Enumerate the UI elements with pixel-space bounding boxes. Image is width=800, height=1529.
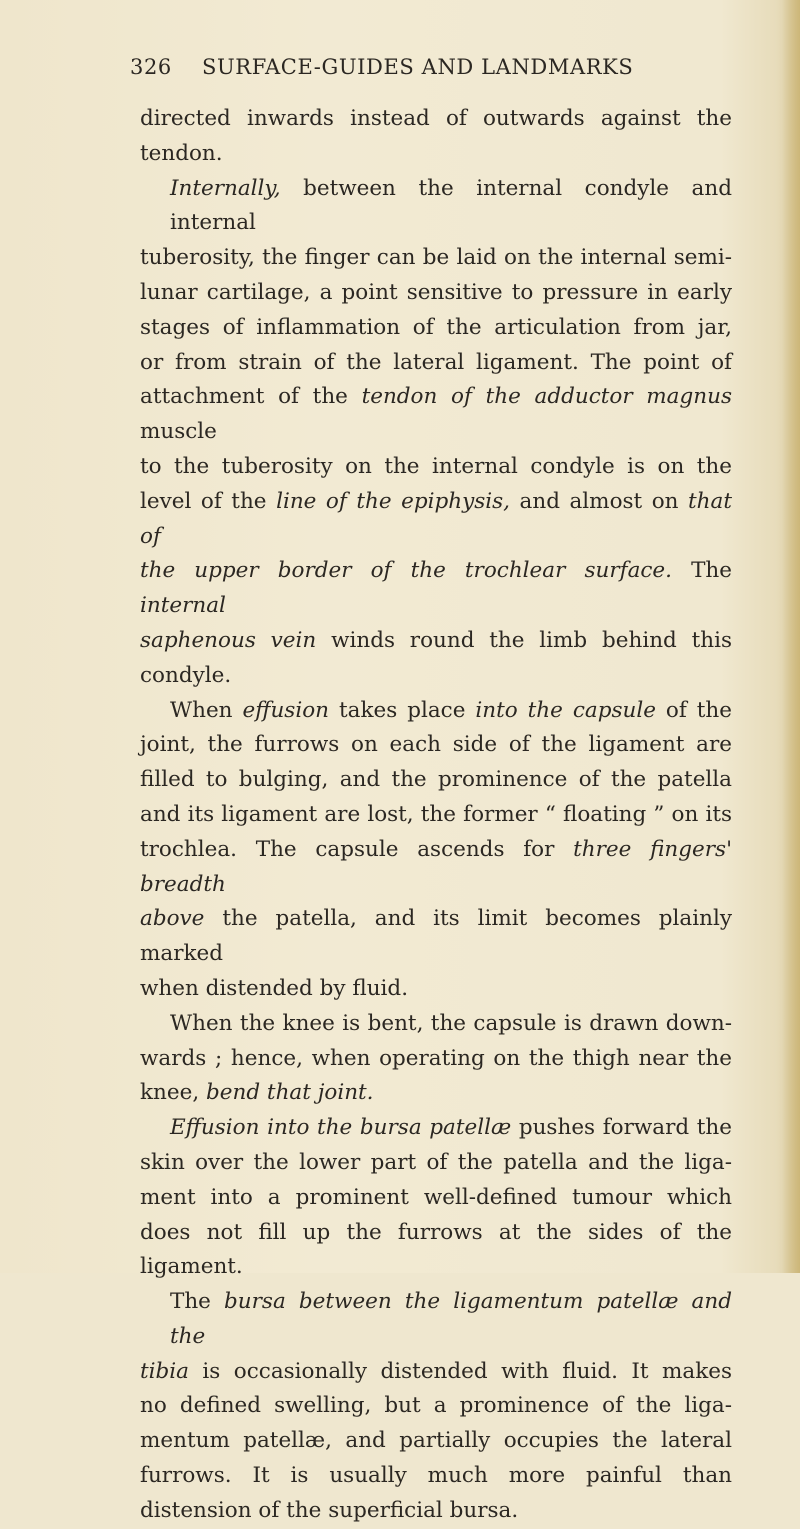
body-text xyxy=(140,102,732,1529)
italic-phrase: bursa between the ligamentum patellæ and the xyxy=(170,1289,732,1349)
italic-phrase: tibia xyxy=(140,1358,189,1384)
text-line xyxy=(140,902,732,972)
text-line: distension of the superficial bursa. xyxy=(140,1497,519,1523)
text-line: tuberosity, the finger can be laid on the internal semi- xyxy=(140,245,732,271)
text-run: winds round the limb behind this condyle. xyxy=(140,627,733,688)
text-line xyxy=(140,172,732,242)
italic-phrase: line of the epiphysis, xyxy=(276,488,510,514)
text-line xyxy=(140,694,732,729)
text-run: knee, xyxy=(140,1080,206,1106)
text-run: trochlea. The capsule ascends for xyxy=(140,836,574,862)
text-run: level of the xyxy=(140,488,277,514)
text-line: does not fill up the furrows at the sides of the ligament. xyxy=(140,1219,732,1280)
text-line: directed inwards instead of outwards against the xyxy=(140,106,732,131)
italic-phrase: internal xyxy=(140,593,226,619)
page-edge-shading xyxy=(782,0,800,1273)
text-run: pushes forward the xyxy=(511,1115,732,1141)
text-line xyxy=(140,624,732,694)
text-run: between the internal condyle and internal xyxy=(170,175,732,236)
text-run: takes place xyxy=(329,697,476,723)
text-line xyxy=(140,1111,732,1146)
text-run: of the xyxy=(655,697,733,723)
italic-phrase: effusion xyxy=(242,697,330,723)
text-line xyxy=(140,554,732,624)
italic-phrase: three fingers' breadth xyxy=(140,836,732,897)
italic-phrase: Internally, xyxy=(170,175,281,201)
text-run: muscle xyxy=(140,419,217,445)
text-run: When xyxy=(170,697,243,723)
running-title: SURFACE-GUIDES AND LANDMARKS xyxy=(202,55,634,79)
text-line xyxy=(140,1285,732,1355)
text-line: when distended by fluid. xyxy=(140,975,409,1001)
text-line: or from strain of the lateral ligament. The point of xyxy=(140,349,732,375)
text-line: filled to bulging, and the prominence of the patella xyxy=(140,767,732,793)
text-line: skin over the lower part of the patella and the liga- xyxy=(140,1149,732,1175)
italic-phrase: tendon of the adductor magnus xyxy=(361,384,732,410)
page-number: 326 xyxy=(130,55,172,79)
italic-phrase: that of xyxy=(140,488,732,549)
text-line xyxy=(140,380,732,450)
text-line xyxy=(140,833,732,903)
text-line: no defined swelling, but a prominence of the liga- xyxy=(140,1393,732,1419)
text-line: wards ; hence, when operating on the thigh near the xyxy=(140,1045,732,1071)
text-run: the patella, and its limit becomes plainly marked xyxy=(140,906,732,967)
italic-phrase: above xyxy=(140,906,205,932)
italic-phrase: bend that joint. xyxy=(206,1080,374,1106)
text-line: to the tuberosity on the internal condyle is on the xyxy=(140,453,732,479)
text-line: lunar cartilage, a point sensitive to pressure in early xyxy=(140,279,732,305)
text-line: furrows. It is usually much more painful than xyxy=(140,1463,732,1489)
text-run: and almost on xyxy=(510,488,689,514)
text-line: stages of inflammation of the articulation from jar, xyxy=(140,314,732,340)
italic-phrase: Effusion into the bursa patellæ xyxy=(170,1115,512,1141)
text-line: tendon. xyxy=(140,140,223,166)
text-line: When the knee is bent, the capsule is drawn down- xyxy=(170,1010,732,1036)
text-line: ment into a prominent well-defined tumour which xyxy=(140,1184,732,1210)
text-run: The xyxy=(170,1289,225,1315)
text-run: attachment of the xyxy=(140,384,362,410)
text-line: and its ligament are lost, the former “ floating ” on its xyxy=(140,801,732,827)
text-line xyxy=(140,1355,732,1390)
italic-phrase: saphenous vein xyxy=(140,627,317,653)
text-run: is occasionally distended with fluid. It makes xyxy=(188,1358,732,1384)
text-line xyxy=(140,1076,732,1111)
text-line xyxy=(140,485,732,555)
italic-phrase: into the capsule xyxy=(475,697,656,723)
italic-phrase: the upper border of the trochlear surface. xyxy=(140,558,672,584)
text-line: joint, the furrows on each side of the ligament are xyxy=(140,732,732,758)
text-run: The xyxy=(671,558,732,584)
text-line: mentum patellæ, and partially occupies the lateral xyxy=(140,1428,732,1454)
